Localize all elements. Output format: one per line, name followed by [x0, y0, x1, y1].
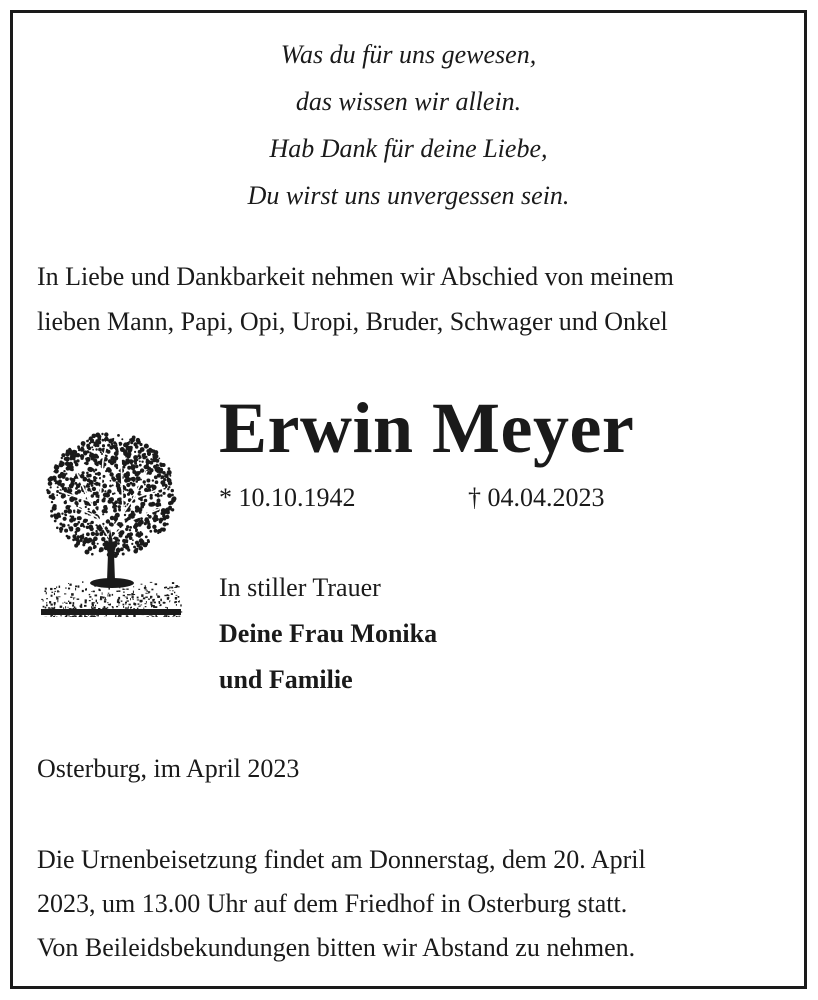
- poem: [13, 31, 804, 219]
- burial-line: 2023, um 13.00 Uhr auf dem Friedhof in Osterburg statt.: [37, 889, 628, 918]
- mourner-name: Deine Frau Monika: [219, 619, 438, 648]
- intro-line: In Liebe und Dankbarkeit nehmen wir Abschied von meinem: [37, 262, 674, 291]
- obituary-notice: [10, 10, 807, 989]
- mourner-family: und Familie: [219, 665, 353, 694]
- intro-line: lieben Mann, Papi, Opi, Uropi, Bruder, Schwager und Onkel: [37, 307, 668, 336]
- mourners-intro: In stiller Trauer: [219, 573, 381, 602]
- deceased-name: Erwin Meyer: [219, 388, 635, 468]
- burial-line: Von Beileidsbekundungen bitten wir Abstand zu nehmen.: [37, 933, 636, 962]
- poem-line: Was du für uns gewesen,: [280, 40, 537, 69]
- poem-line: Hab Dank für deine Liebe,: [269, 134, 548, 163]
- birth-date: * 10.10.1942: [219, 483, 356, 512]
- poem-line: das wissen wir allein.: [295, 87, 522, 116]
- death-date: † 04.04.2023: [468, 483, 605, 512]
- place-date: Osterburg, im April 2023: [37, 754, 300, 783]
- tree-icon: [37, 421, 185, 617]
- burial-line: Die Urnenbeisetzung findet am Donnerstag, dem 20. April: [37, 845, 646, 874]
- poem-line: Du wirst uns unvergessen sein.: [247, 181, 570, 210]
